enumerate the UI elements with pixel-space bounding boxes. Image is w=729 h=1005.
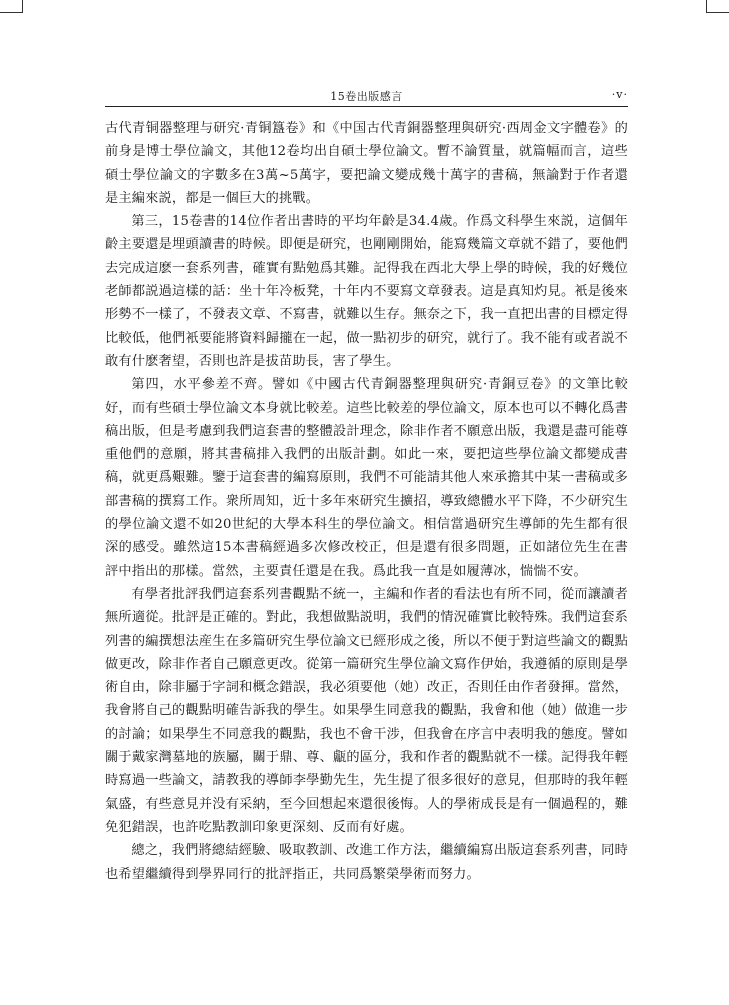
- paragraph-third-point: 第三，15卷書的14位作者出書時的平均年齡是34.4歲。作爲文科學生來説，這個年齡主要還是埋頭讀書的時候。即便是研究，也剛剛開始，能寫幾篇文章就不錯了，要他們去完成這麽一套系列書，確實有點勉爲其難。記得我在西北大學上學的時候，我的好幾位老師都説過這樣的話：坐十年冷板凳，十年内不要寫文章發表。這是真知灼見。衹是後來形勢不一樣了，不發表文章、不寫書，就難以生存。無奈之下，我一直把出書的目標定得比較低，他們衹要能將資料歸攏在一起，做一點初步的研究，就行了。我不能有或者説不敢有什麽奢望，否則也許是拔苗助長，害了學生。: [105, 214, 628, 369]
- paragraph-conclusion: 總之，我們將總結經驗、吸取教訓、改進工作方法，繼續編寫出版這套系列書，同時也希望繼續得到學界同行的批評指正，共同爲繁榮學術而努力。: [105, 843, 628, 882]
- running-header-title: 15卷出版感言: [330, 90, 403, 103]
- paragraph-criticism: 有學者批評我們這套系列書觀點不統一，主編和作者的看法也有所不同，從而讓讀者無所適從。批評是正確的。對此，我想做點説明，我們的情況確實比較特殊。我們這套系列書的編撰想法産生在多篇研究生學位論文已經形成之後，所以不便于對這些論文的觀點做更改，除非作者自己願意更改。從第一篇研究生學位論文寫作伊始，我遵循的原則是學術自由，除非屬于字詞和概念錯誤，我必須要他（她）改正，否則任由作者發揮。當然，我會將自己的觀點明確告訴我的學生。如果學生同意我的觀點，我會和他（她）做進一步的討論；如果學生不同意我的觀點，我也不會干涉，但我會在序言中表明我的態度。譬如關于戴家灣墓地的族屬，關于鼎、尊、甗的區分，我和作者的觀點就不一樣。記得我年輕時寫過一些論文，請教我的導師李學勤先生，先生提了很多很好的意見，但那時的我年輕氣盛，有些意見并没有采納，至今回想起來還很後悔。人的學術成長是有一個過程的，難免犯錯誤，也許吃點教訓印象更深刻、反而有好處。: [105, 586, 628, 835]
- crop-mark-top-left: [0, 0, 23, 13]
- page-number: ·v·: [611, 88, 628, 101]
- running-header: [105, 84, 628, 107]
- paragraph-fourth-point: 第四，水平參差不齊。譬如《中國古代青銅器整理與研究·青銅豆卷》的文筆比較好，而有些碩士學位論文本身就比較差。這些比較差的學位論文，原本也可以不轉化爲書稿出版，但是考慮到我們這套書的整體設計理念，除非作者不願意出版，我還是盡可能尊重他們的意願，將其書稿排入我們的出版計劃。如此一來，要把這些學位論文都變成書稿，就更爲艱難。鑒于這套書的編寫原則，我們不可能請其他人來承擔其中某一書稿或多部書稿的撰寫工作。衆所周知，近十多年來研究生擴招，導致總體水平下降，不少研究生的學位論文還不如20世紀的大學本科生的學位論文。相信當過研究生導師的先生都有很深的感受。雖然這15本書稿經過多次修改校正，但是還有很多問題，正如諸位先生在書評中指出的那樣。當然，主要責任還是在我。爲此我一直是如履薄冰，惴惴不安。: [105, 377, 628, 579]
- body-text: [105, 117, 628, 886]
- paragraph-continued: 古代青铜器整理与研究·青铜簋卷》和《中国古代青銅器整理與研究·西周金文字體卷》的前身是博士學位論文，其他12卷均出自碩士學位論文。暫不論質量，就篇幅而言，這些碩士學位論文的字數多在3萬~5萬字，要把論文變成幾十萬字的書稿，無論對于作者還是主編來説，都是一個巨大的挑戰。: [105, 121, 628, 206]
- crop-mark-top-right: [706, 0, 729, 13]
